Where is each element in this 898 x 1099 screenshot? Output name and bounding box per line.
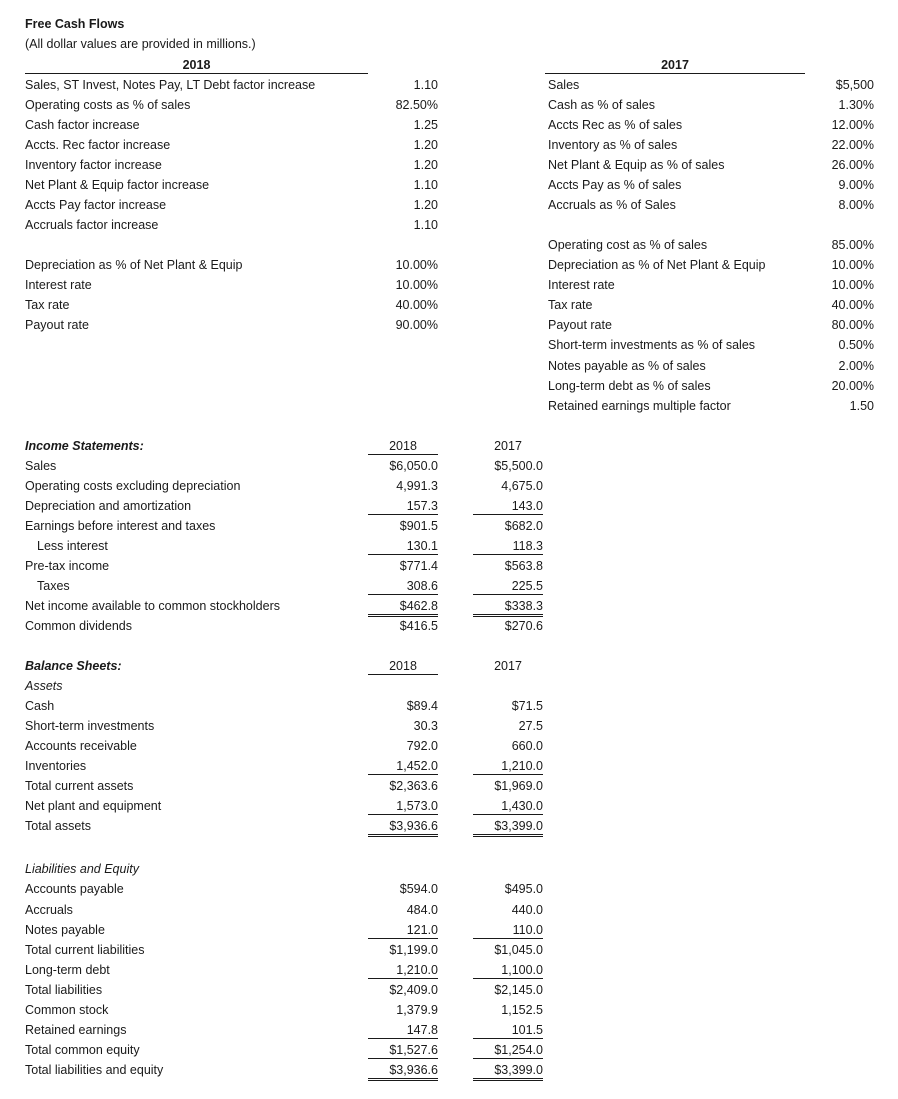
assumption-value: 0.50% [838,338,874,352]
income-value-2017: $563.8 [504,559,543,573]
balance-label: Long-term debt [25,963,110,977]
balance-value-2018: $89.4 [406,699,438,713]
assumption-value: 10.00% [395,278,438,292]
assumption-value: 10.00% [831,278,874,292]
assumption-value: 20.00% [831,379,874,393]
balance-value-2017: $3,399.0 [473,1062,543,1081]
assumption-value: 26.00% [831,158,874,172]
assumption-label: Interest rate [25,278,92,292]
balance-value-2017: $71.5 [511,699,543,713]
header-2017-underline [545,73,805,74]
balance-label: Common stock [25,1003,109,1017]
assets-label: Assets [25,679,63,693]
balance-value-2017: 1,430.0 [473,798,543,815]
income-value-2017: 143.0 [473,498,543,515]
income-label: Net income available to common stockholders [25,599,280,613]
balance-label: Inventories [25,759,87,773]
assumptions-header-2018: 2018 [182,58,211,72]
assumption-value: 1.10 [413,78,438,92]
income-value-2017: 118.3 [473,538,543,555]
assumption-label: Long-term debt as % of sales [548,379,711,393]
balance-heading: Balance Sheets: [25,659,122,673]
income-value-2017: 4,675.0 [501,479,543,493]
balance-value-2018: 1,379.9 [396,1003,438,1017]
balance-label: Notes payable [25,923,105,937]
income-value-2017: $682.0 [504,519,543,533]
assumption-label: Tax rate [25,298,70,312]
balance-value-2018: 1,210.0 [368,962,438,979]
assumption-label: Cash as % of sales [548,98,655,112]
assumption-label: Operating cost as % of sales [548,238,708,252]
income-value-2017: $270.6 [504,619,543,633]
assumption-value: 1.20 [413,138,438,152]
balance-value-2018: 121.0 [368,922,438,939]
income-value-2018: 157.3 [368,498,438,515]
balance-value-2018: $3,936.6 [368,1062,438,1081]
assumption-value: $5,500 [835,78,874,92]
assumption-label: Notes payable as % of sales [548,359,706,373]
assumption-label: Payout rate [548,318,612,332]
assumption-label: Accts Pay factor increase [25,198,167,212]
assumption-label: Interest rate [548,278,615,292]
assumption-label: Retained earnings multiple factor [548,399,731,413]
income-label: Taxes [37,579,70,593]
balance-label: Total common equity [25,1043,140,1057]
assumption-label: Operating costs as % of sales [25,98,191,112]
balance-value-2017: 27.5 [518,719,543,733]
balance-value-2017: $495.0 [504,882,543,896]
balance-label: Total liabilities [25,983,103,997]
balance-value-2017: $1,254.0 [473,1042,543,1059]
assumption-label: Net Plant & Equip factor increase [25,178,210,192]
header-2018-underline [25,73,368,74]
balance-label: Total current liabilities [25,943,145,957]
assumption-value: 1.50 [849,399,874,413]
balance-label: Total assets [25,819,92,833]
assumption-value: 1.10 [413,218,438,232]
assumption-label: Accts Rec as % of sales [548,118,683,132]
assumption-value: 82.50% [395,98,438,112]
balance-label: Accounts payable [25,882,124,896]
balance-value-2017: 440.0 [511,903,543,917]
income-label: Pre-tax income [25,559,110,573]
assumption-value: 1.20 [413,198,438,212]
assumption-label: Accts Pay as % of sales [548,178,682,192]
income-value-2018: 308.6 [368,578,438,595]
income-label: Depreciation and amortization [25,499,192,513]
balance-value-2017: 110.0 [473,922,543,939]
income-label: Operating costs excluding depreciation [25,479,241,493]
income-value-2018: $771.4 [399,559,438,573]
assumption-label: Depreciation as % of Net Plant & Equip [25,258,243,272]
assumption-value: 1.20 [413,158,438,172]
balance-value-2018: $3,936.6 [368,818,438,837]
balance-value-2018: $1,527.6 [368,1042,438,1059]
page-title: Free Cash Flows [25,17,125,31]
assumption-label: Tax rate [548,298,593,312]
assumption-value: 85.00% [831,238,874,252]
balance-value-2017: $1,969.0 [494,779,543,793]
assumption-label: Sales [548,78,580,92]
assumption-label: Depreciation as % of Net Plant & Equip [548,258,766,272]
assumption-label: Short-term investments as % of sales [548,338,756,352]
balance-value-2017: 1,152.5 [501,1003,543,1017]
assumption-value: 40.00% [831,298,874,312]
balance-label: Cash [25,699,55,713]
income-label: Common dividends [25,619,132,633]
assumption-value: 2.00% [838,359,874,373]
balance-value-2017: 1,100.0 [473,962,543,979]
assumption-label: Payout rate [25,318,89,332]
assumption-value: 9.00% [838,178,874,192]
income-value-2017: 225.5 [473,578,543,595]
balance-label: Total current assets [25,779,134,793]
income-col-2018: 2018 [368,438,438,455]
income-value-2018: 4,991.3 [396,479,438,493]
assumption-label: Inventory factor increase [25,158,162,172]
assumptions-header-2017: 2017 [661,58,689,72]
balance-value-2017: $1,045.0 [494,943,543,957]
balance-value-2018: $594.0 [399,882,438,896]
income-col-2017: 2017 [494,439,522,453]
income-label: Sales [25,459,57,473]
balance-value-2017: 660.0 [511,739,543,753]
assumption-value: 8.00% [838,198,874,212]
assumption-label: Cash factor increase [25,118,140,132]
assumption-label: Accruals factor increase [25,218,159,232]
assumption-value: 1.25 [413,118,438,132]
income-heading: Income Statements: [25,439,144,453]
liabilities-label: Liabilities and Equity [25,862,139,876]
assumption-value: 90.00% [395,318,438,332]
balance-label: Net plant and equipment [25,799,162,813]
assumption-value: 1.30% [838,98,874,112]
balance-value-2018: 1,452.0 [368,758,438,775]
income-value-2017: $338.3 [473,598,543,617]
balance-value-2017: 101.5 [473,1022,543,1039]
income-value-2018: $462.8 [368,598,438,617]
income-label: Earnings before interest and taxes [25,519,216,533]
balance-value-2018: 484.0 [406,903,438,917]
balance-value-2018: 1,573.0 [368,798,438,815]
page-subtitle: (All dollar values are provided in millions.) [25,37,256,51]
assumption-value: 1.10 [413,178,438,192]
assumption-label: Net Plant & Equip as % of sales [548,158,725,172]
balance-label: Accounts receivable [25,739,137,753]
balance-value-2017: $2,145.0 [494,983,543,997]
income-value-2018: $416.5 [399,619,438,633]
balance-value-2018: 30.3 [413,719,438,733]
assumption-label: Sales, ST Invest, Notes Pay, LT Debt factor increase [25,78,316,92]
assumption-value: 40.00% [395,298,438,312]
assumption-value: 10.00% [831,258,874,272]
income-value-2017: $5,500.0 [494,459,543,473]
assumption-label: Inventory as % of sales [548,138,678,152]
assumption-label: Accruals as % of Sales [548,198,676,212]
balance-value-2018: 147.8 [368,1022,438,1039]
income-label: Less interest [37,539,108,553]
balance-value-2018: 792.0 [406,739,438,753]
balance-label: Short-term investments [25,719,155,733]
balance-label: Total liabilities and equity [25,1063,164,1077]
income-value-2018: $6,050.0 [389,459,438,473]
balance-col-2018: 2018 [368,658,438,675]
balance-col-2017: 2017 [494,659,522,673]
income-value-2018: $901.5 [399,519,438,533]
assumption-value: 10.00% [395,258,438,272]
balance-label: Accruals [25,903,73,917]
assumption-value: 12.00% [831,118,874,132]
balance-value-2017: $3,399.0 [473,818,543,837]
balance-value-2018: $1,199.0 [389,943,438,957]
assumption-value: 22.00% [831,138,874,152]
income-value-2018: 130.1 [368,538,438,555]
balance-value-2018: $2,363.6 [389,779,438,793]
balance-value-2017: 1,210.0 [473,758,543,775]
balance-label: Retained earnings [25,1023,127,1037]
assumption-value: 80.00% [831,318,874,332]
balance-value-2018: $2,409.0 [389,983,438,997]
assumption-label: Accts. Rec factor increase [25,138,171,152]
